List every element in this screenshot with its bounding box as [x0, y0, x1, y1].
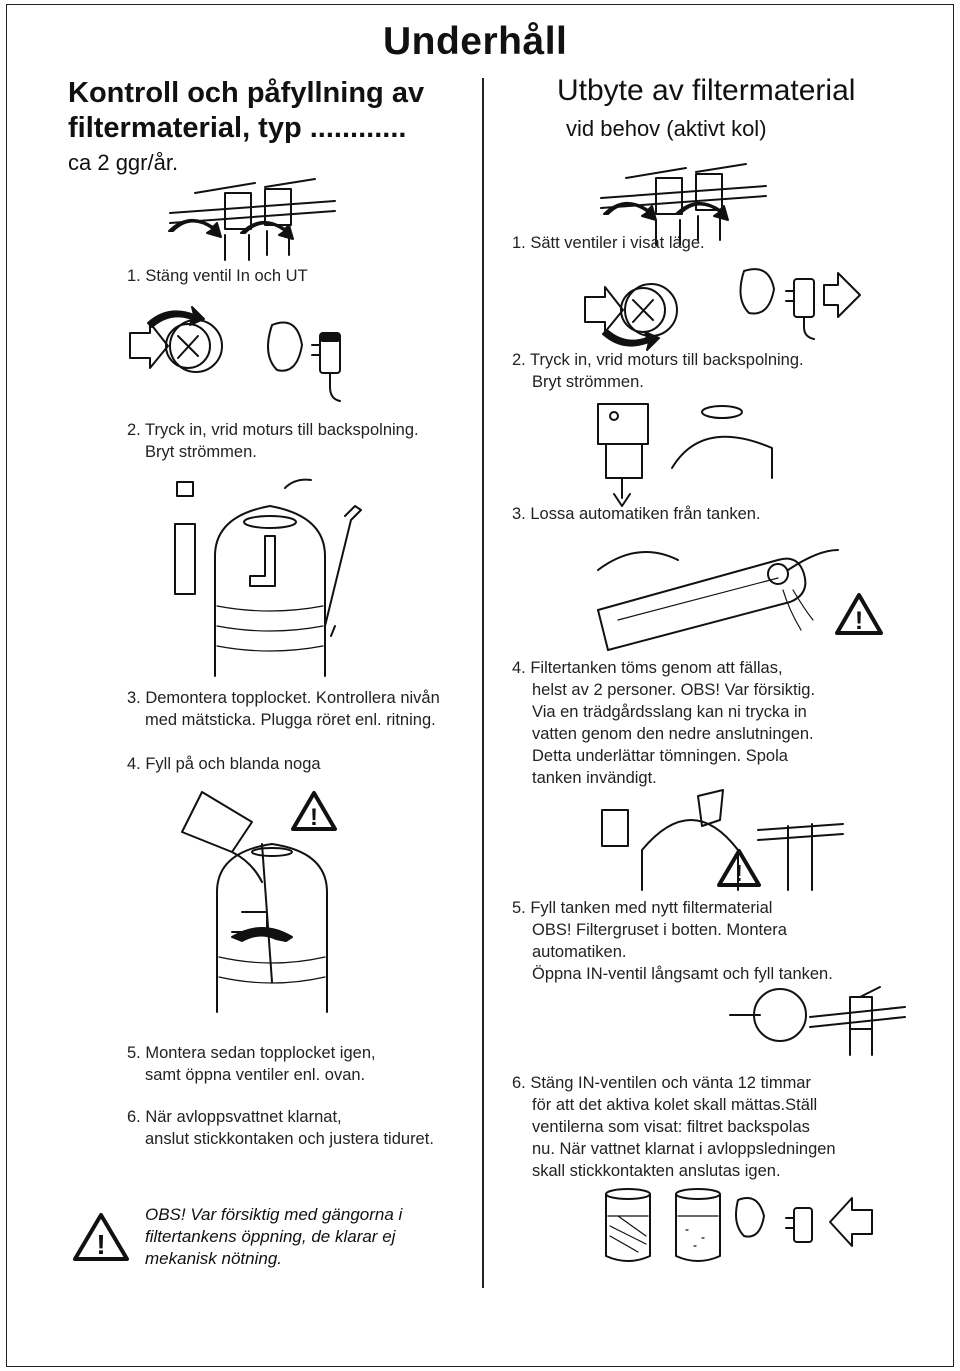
svg-text:!: !: [854, 607, 864, 635]
obs-line3: mekanisk nötning.: [145, 1249, 283, 1268]
column-divider: [482, 78, 484, 1288]
page-title: Underhåll: [383, 20, 568, 63]
right-step5-line2: OBS! Filtergruset i botten. Montera: [532, 921, 787, 939]
left-step6-line1: 6. När avloppsvattnet klarnat,: [127, 1108, 342, 1126]
svg-text:!: !: [96, 1229, 106, 1260]
right-step4-line1: 4. Filtertanken töms genom att fällas,: [512, 659, 783, 677]
valve-handles-icon: [165, 175, 345, 260]
left-step2-line1: 2. Tryck in, vrid moturs till backspolning.: [127, 421, 419, 439]
right-step5-line4: Öppna IN-ventil långsamt och fyll tanken.: [532, 965, 833, 983]
right-heading: Utbyte av filtermaterial: [557, 74, 856, 107]
obs-line2: filtertankens öppning, de klarar ej: [145, 1227, 396, 1246]
glass-jars-icon: [598, 1186, 878, 1266]
left-heading-line2: filtermaterial, typ ............: [68, 112, 407, 144]
right-step6-line5: skall stickkontakten anslutas igen.: [532, 1162, 781, 1180]
left-heading-line1: Kontroll och påfyllning av: [68, 77, 425, 109]
left-step1: 1. Stäng ventil In och UT: [127, 267, 308, 285]
left-step2-line2: Bryt strömmen.: [145, 443, 257, 461]
obs-warning-icon: [72, 1212, 130, 1267]
right-step2-line1: 2. Tryck in, vrid moturs till backspolning.: [512, 351, 804, 369]
right-step4-line4: vatten genom den nedre anslutningen.: [532, 725, 814, 743]
right-subheading: vid behov (aktivt kol): [566, 116, 767, 141]
left-step5-line2: samt öppna ventiler enl. ovan.: [145, 1066, 366, 1084]
plug-icon: [262, 315, 362, 405]
left-frequency: ca 2 ggr/år.: [68, 150, 179, 175]
right-step4-line2: helst av 2 personer. OBS! Var försiktig.: [532, 681, 816, 699]
right-step6-line4: nu. När vattnet klarnat i avloppsledningen: [532, 1140, 836, 1158]
right-step5-line3: automatiken.: [532, 943, 627, 961]
warning-icon: [834, 592, 884, 641]
left-step3-line1: 3. Demontera topplocket. Kontrollera nivån: [127, 689, 440, 707]
svg-text:!: !: [310, 804, 318, 831]
right-step4-line3: Via en trädgårdsslang kan ni trycka in: [532, 703, 807, 721]
plug-icon: [738, 265, 868, 340]
valve-handles-icon: [720, 985, 910, 1060]
right-step4-line6: tanken invändigt.: [532, 769, 657, 787]
left-step4: 4. Fyll på och blanda noga: [127, 755, 321, 773]
right-step6-line3: ventilerna som visat: filtret backspolas: [532, 1118, 810, 1136]
right-step3: 3. Lossa automatiken från tanken.: [512, 505, 761, 523]
right-step6-line1: 6. Stäng IN-ventilen och vänta 12 timmar: [512, 1074, 811, 1092]
valve-head-icon: [592, 398, 782, 508]
left-step6-line2: anslut stickkontaken och justera tiduret.: [145, 1130, 434, 1148]
right-step4-line5: Detta underlättar tömningen. Spola: [532, 747, 788, 765]
right-step1: 1. Sätt ventiler i visat läge.: [512, 234, 705, 252]
rotary-valve-icon: [128, 308, 228, 388]
left-step5-line1: 5. Montera sedan topplocket igen,: [127, 1044, 376, 1062]
svg-text:!: !: [735, 860, 743, 886]
obs-line1: OBS! Var försiktig med gängorna i: [145, 1205, 403, 1224]
right-step5-line1: 5. Fyll tanken med nytt filtermaterial: [512, 899, 773, 917]
left-step3-line2: med mätsticka. Plugga röret enl. ritning.: [145, 711, 436, 729]
rotary-valve-icon: [583, 272, 683, 352]
warning-icon: [716, 848, 762, 893]
filter-tank-icon: [165, 476, 385, 676]
right-step2-line2: Bryt strömmen.: [532, 373, 644, 391]
tilted-tank-icon: [578, 540, 848, 650]
right-step6-line2: för att det aktiva kolet skall mättas.Ställ: [532, 1096, 818, 1114]
water-jug-icon: [172, 782, 372, 1012]
